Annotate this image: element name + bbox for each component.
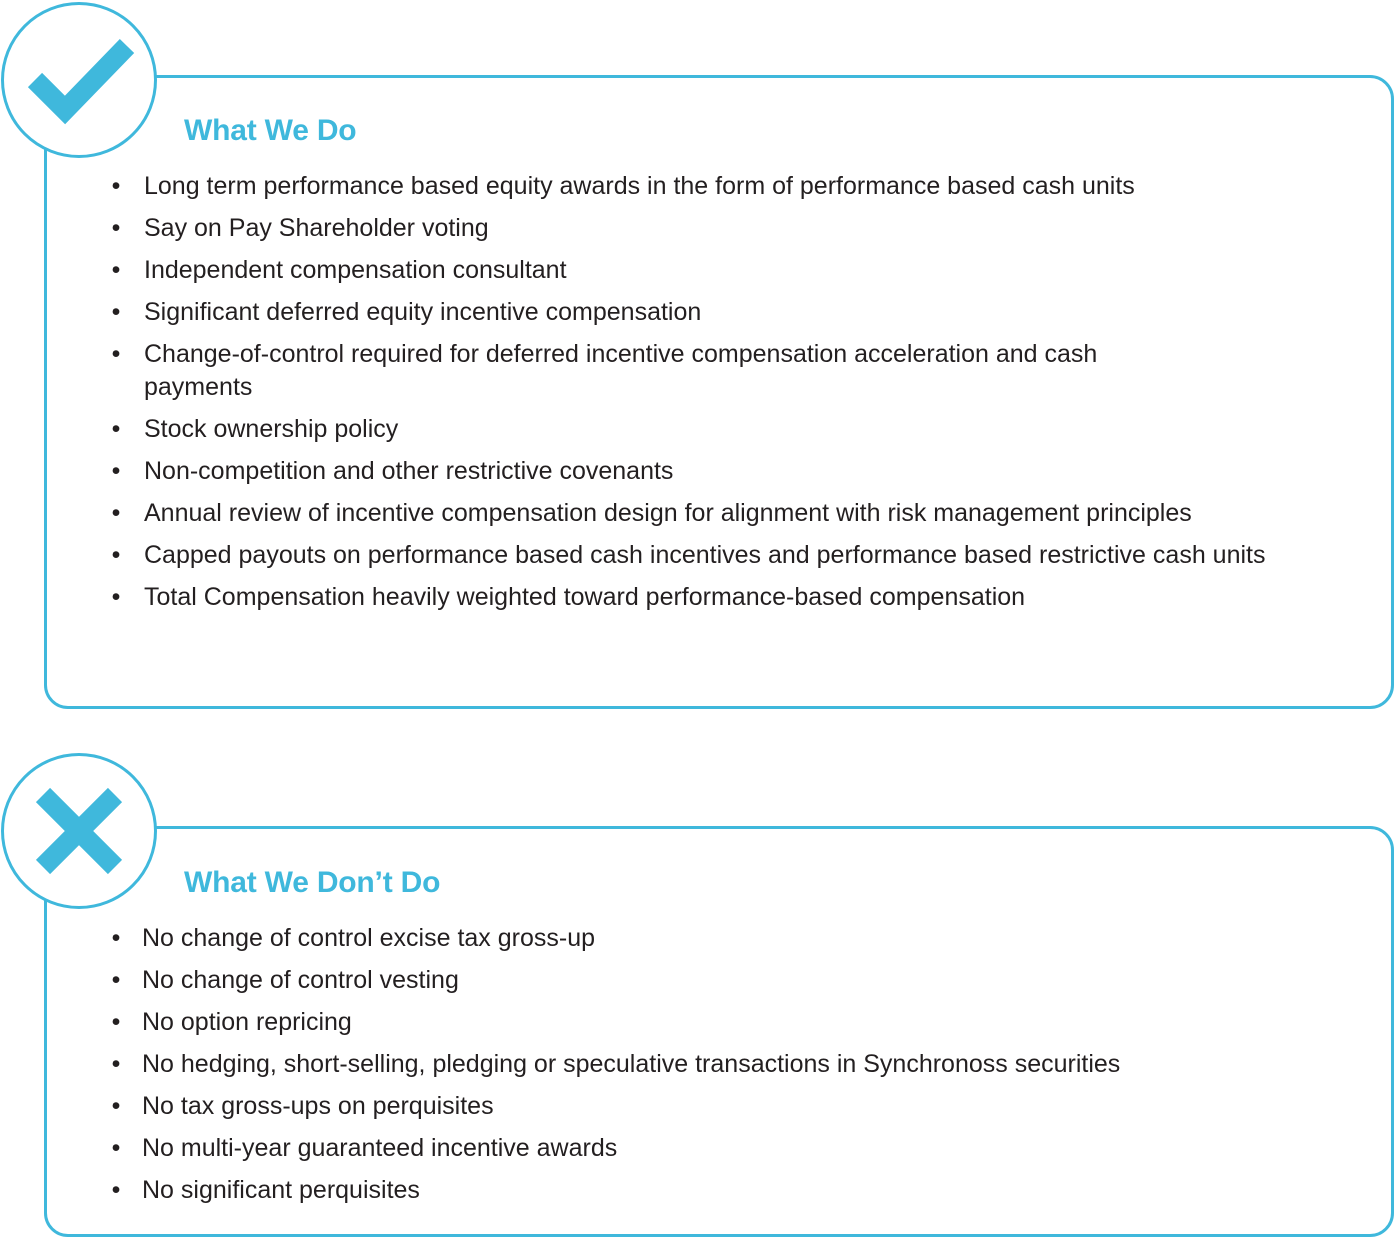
bullet-icon: • — [111, 1050, 121, 1078]
list-item: • No tax gross-ups on perquisites — [110, 1090, 1290, 1123]
what-we-do-list — [110, 170, 1290, 623]
bullet-icon: • — [111, 415, 121, 443]
list-item: • Stock ownership policy — [110, 413, 1290, 446]
what-we-do-badge — [1, 2, 157, 158]
bullet-icon: • — [111, 1008, 121, 1036]
list-item: • No option repricing — [110, 1006, 1290, 1039]
list-item: • Significant deferred equity incentive compensation — [110, 296, 1290, 329]
x-mark-icon — [19, 771, 139, 891]
bullet-icon: • — [111, 583, 121, 611]
list-item: • Independent compensation consultant — [110, 254, 1290, 287]
bullet-icon: • — [111, 499, 121, 527]
bullet-icon: • — [111, 457, 121, 485]
list-item: • No significant perquisites — [110, 1174, 1290, 1207]
bullet-icon: • — [111, 541, 121, 569]
bullet-icon: • — [111, 214, 121, 242]
what-we-do-heading: What We Do — [184, 114, 357, 147]
list-item: • Say on Pay Shareholder voting — [110, 212, 1290, 245]
list-item: • Non-competition and other restrictive covenants — [110, 455, 1290, 488]
what-we-dont-do-badge — [1, 753, 157, 909]
list-item: • Change-of-control required for deferred incentive compensation acceleration and cash payments — [111, 340, 1098, 401]
list-item: • No change of control vesting — [110, 964, 1290, 997]
checkmark-icon — [19, 20, 139, 140]
bullet-icon: • — [111, 298, 121, 326]
list-item: • Long term performance based equity awards in the form of performance based cash units — [110, 170, 1290, 203]
list-item: • Capped payouts on performance based cash incentives and performance based restrictive cash units — [110, 539, 1284, 572]
what-we-dont-do-heading: What We Don’t Do — [184, 866, 441, 899]
what-we-dont-do-list — [110, 922, 1290, 1216]
list-item: • No multi-year guaranteed incentive awards — [110, 1132, 1290, 1165]
bullet-icon: • — [111, 966, 121, 994]
bullet-icon: • — [111, 340, 121, 368]
bullet-icon: • — [111, 172, 121, 200]
list-item: • Total Compensation heavily weighted toward performance-based compensation — [110, 581, 1290, 614]
bullet-icon: • — [111, 1176, 121, 1204]
list-item: • No hedging, short-selling, pledging or speculative transactions in Synchronoss securities — [110, 1048, 1290, 1081]
list-item: • No change of control excise tax gross-up — [110, 922, 1290, 955]
bullet-icon: • — [111, 1134, 121, 1162]
bullet-icon: • — [111, 256, 121, 284]
bullet-icon: • — [111, 1092, 121, 1120]
bullet-icon: • — [111, 924, 121, 952]
list-item: • Annual review of incentive compensation design for alignment with risk management principles — [110, 497, 1234, 530]
